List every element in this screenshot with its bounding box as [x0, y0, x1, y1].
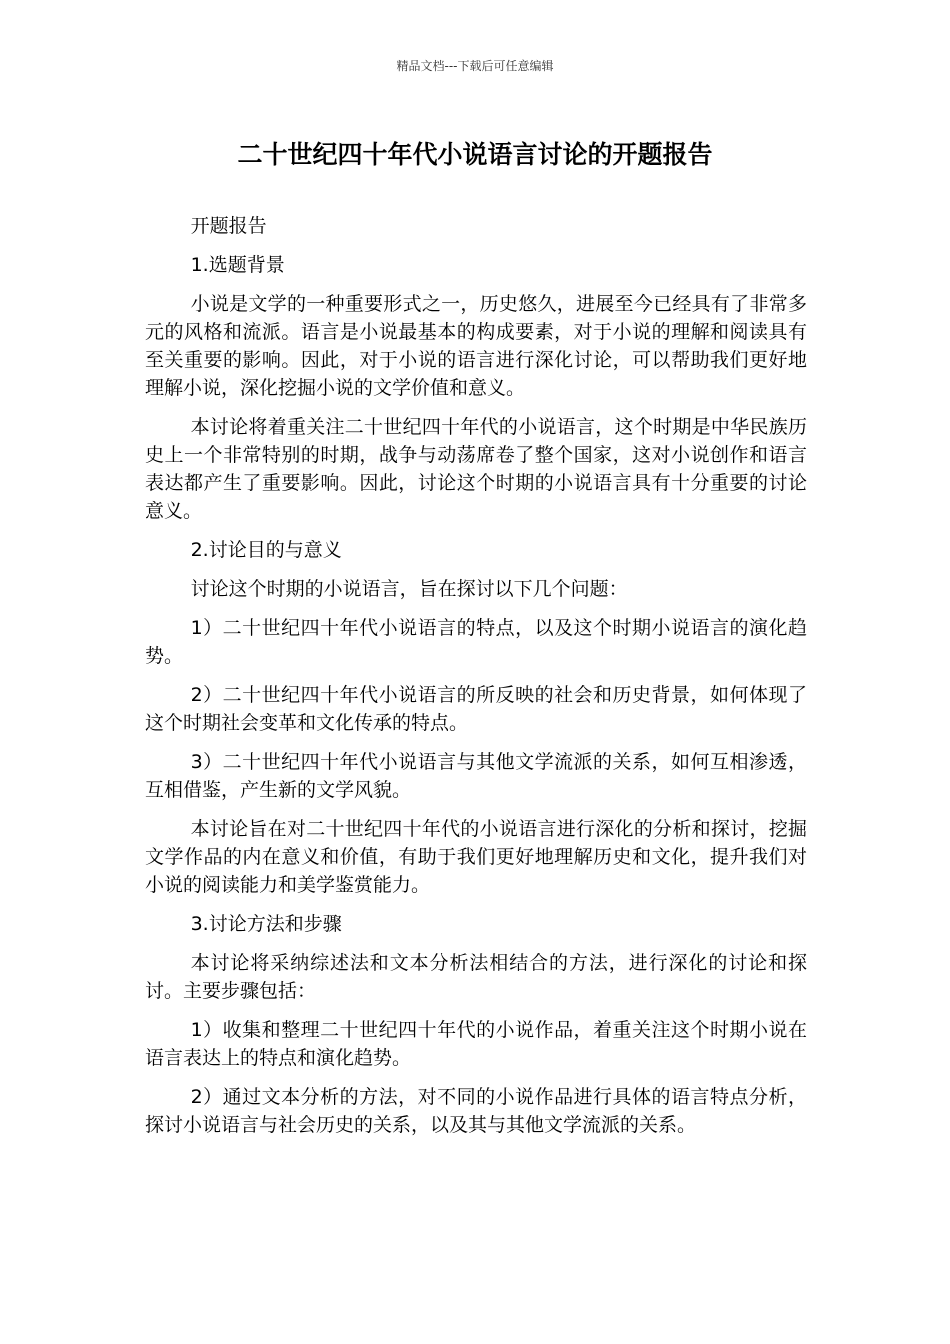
section-heading-background: 1.选题背景 [190, 254, 285, 276]
list-item: 2）通过文本分析的方法，对不同的小说作品进行具体的语言特点分析，探讨小说语言与社会历史的关系，以及其与其他文学流派的关系。 [145, 1086, 807, 1136]
list-item: 1）收集和整理二十世纪四十年代的小说作品，着重关注这个时期小说在语言表达上的特点和演化趋势。 [145, 1019, 807, 1069]
list-item: 3）二十世纪四十年代小说语言与其他文学流派的关系，如何互相渗透，互相借鉴，产生新的文学风貌。 [145, 751, 807, 801]
paragraph: 本讨论将采纳综述法和文本分析法相结合的方法，进行深化的讨论和探讨。主要步骤包括： [145, 952, 807, 1002]
list-item: 2）二十世纪四十年代小说语言的所反映的社会和历史背景，如何体现了这个时期社会变革和文化传承的特点。 [145, 684, 807, 734]
paragraph: 讨论这个时期的小说语言，旨在探讨以下几个问题： [190, 578, 628, 600]
document-title: 二十世纪四十年代小说语言讨论的开题报告 [237, 140, 713, 169]
section-heading-purpose: 2.讨论目的与意义 [190, 539, 342, 561]
document-body [145, 212, 807, 1150]
header-note: 精品文档---下载后可任意编辑 [396, 59, 554, 73]
paragraph-report-label: 开题报告 [190, 215, 267, 237]
paragraph: 本讨论旨在对二十世纪四十年代的小说语言进行深化的分析和探讨，挖掘文学作品的内在意义和价值，有助于我们更好地理解历史和文化，提升我们对小说的阅读能力和美学鉴赏能力。 [145, 818, 807, 896]
list-item: 1）二十世纪四十年代小说语言的特点，以及这个时期小说语言的演化趋势。 [145, 617, 807, 667]
paragraph: 本讨论将着重关注二十世纪四十年代的小说语言，这个时期是中华民族历史上一个非常特别的时期，战争与动荡席卷了整个国家，这对小说创作和语言表达都产生了重要影响。因此，讨论这个时期的小说语言具有十分重要的讨论意义。 [145, 416, 807, 522]
section-heading-method: 3.讨论方法和步骤 [190, 913, 342, 935]
paragraph: 小说是文学的一种重要形式之一，历史悠久，进展至今已经具有了非常多元的风格和流派。语言是小说最基本的构成要素，对于小说的理解和阅读具有至关重要的影响。因此，对于小说的语言进行深化讨论，可以帮助我们更好地理解小说，深化挖掘小说的文学价值和意义。 [145, 293, 807, 399]
